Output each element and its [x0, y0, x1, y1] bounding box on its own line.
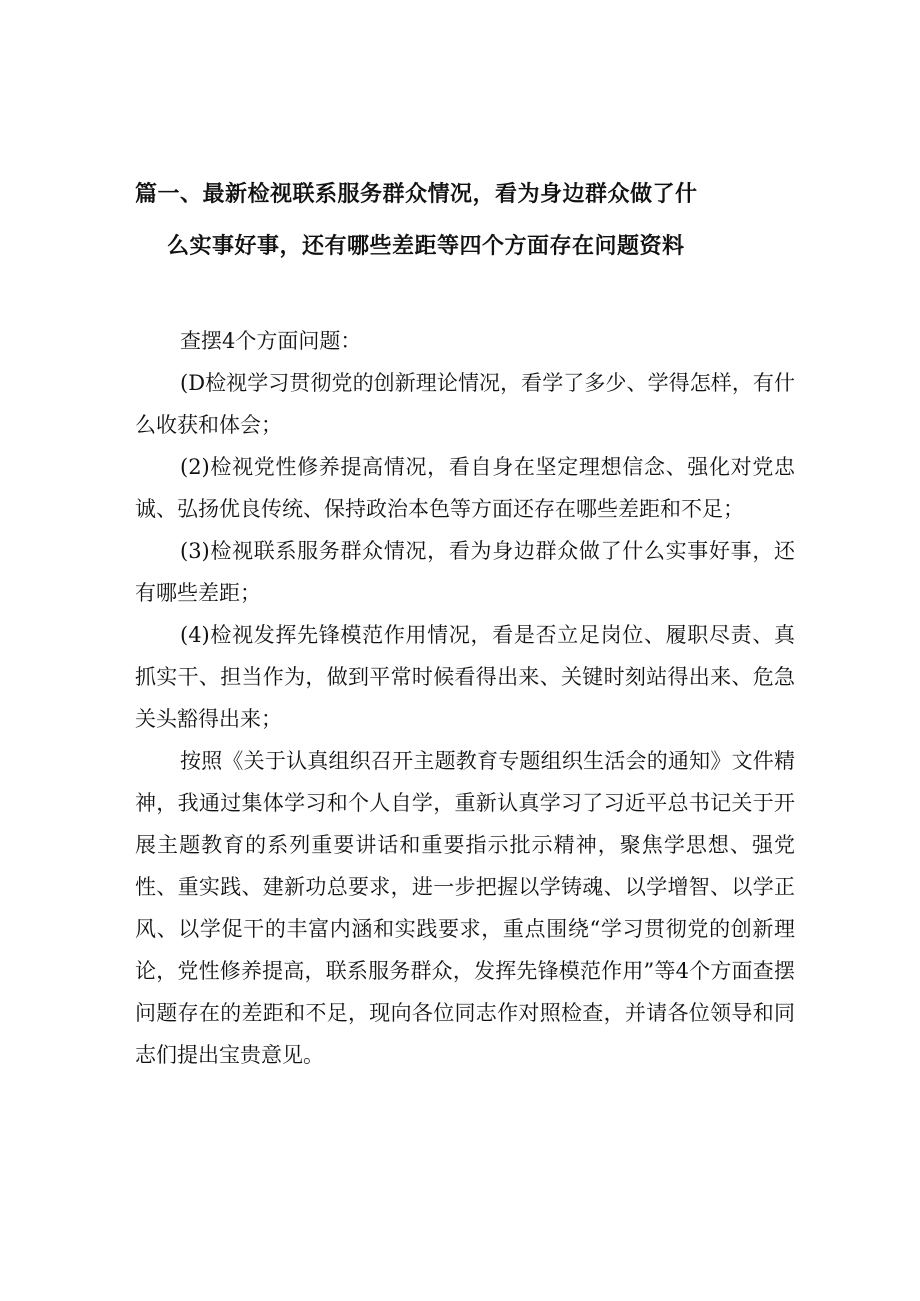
paragraph-item-3: (3)检视联系服务群众情况，看为身边群众做了什么实事好事，还有哪些差距；	[135, 539, 795, 605]
paragraph-main: 按照《关于认真组织召开主题教育专题组织生活会的通知》文件精神，我通过集体学习和个人自学，重新认真学习了习近平总书记关于开展主题教育的系列重要讲话和重要指示批示精神，聚焦学思想、强党性、重实践、建新功总要求，进一步把握以学铸魂、以学增智、以学正风、以学促干的丰富内涵和实践要求，重点围绕“学习贯彻党的创新理论，党性修养提高，联系服务群众，发挥先锋模范作用”等4个方面查摆问题存在的差距和不足，现向各位同志作对照检查，并请各位领导和同志们提出宝贵意见。	[135, 749, 795, 1067]
paragraph-item-4: (4)检视发挥先锋模范作用情况，看是否立足岗位、履职尽责、真抓实干、担当作为，做到平常时候看得出来、关键时刻站得出来、危急关头豁得出来；	[135, 623, 795, 731]
paragraph-item-1: (D检视学习贯彻党的创新理论情况，看学了多少、学得怎样，有什么收获和体会；	[135, 371, 795, 437]
paragraph-item-2: (2)检视党性修养提高情况，看自身在坚定理想信念、强化对党忠诚、弘扬优良传统、保持政治本色等方面还存在哪些差距和不足；	[135, 455, 795, 521]
document-body	[135, 320, 795, 1076]
paragraph-intro: 查摆4个方面问题：	[180, 329, 362, 353]
title-line-1: 篇一、最新检视联系服务群众情况，看为身边群众做了什	[135, 181, 698, 207]
document-title	[135, 168, 795, 272]
title-line-2: 么实事好事，还有哪些差距等四个方面存在问题资料	[167, 233, 685, 259]
